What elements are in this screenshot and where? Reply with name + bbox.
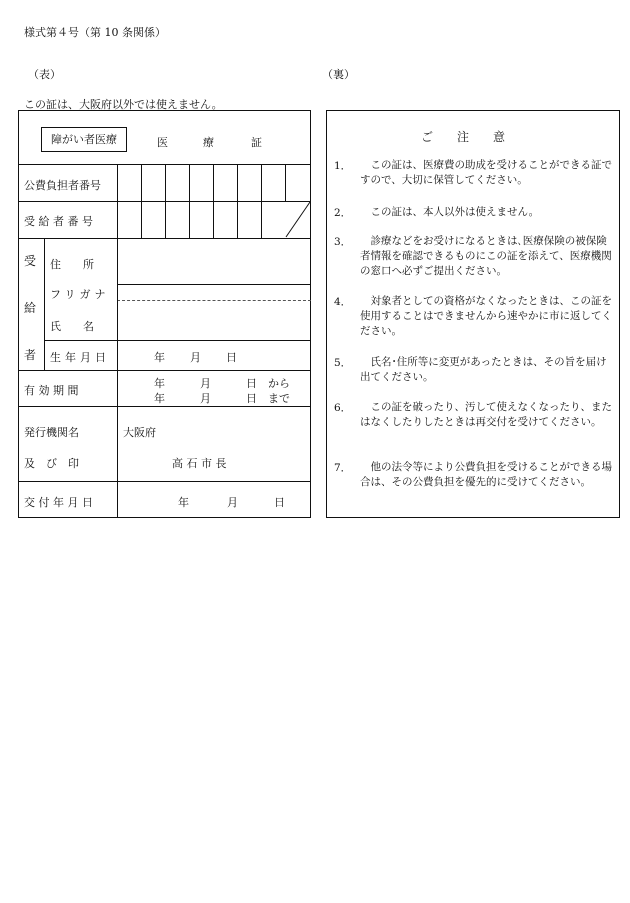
badge: 障がい者医療 <box>41 127 127 152</box>
note-number: 2． <box>334 207 352 219</box>
issuer-label: 発行機関名 <box>24 426 79 439</box>
validity-from-month: 月 <box>200 377 211 390</box>
front-label: （表） <box>28 68 61 81</box>
note-number: 3． <box>334 236 352 248</box>
validity-label: 有 効 期 間 <box>24 384 79 397</box>
validity-to-day: 日 <box>246 392 257 405</box>
seal-label: 及 び 印 <box>24 457 79 470</box>
birthdate-label: 生年月日 <box>50 351 110 364</box>
title-char-1: 医 <box>157 136 168 149</box>
note-number: 4． <box>334 296 352 308</box>
validity-from-year: 年 <box>154 377 165 390</box>
note-text: 氏名･住所等に変更があったときは、その旨を届け出てください。 <box>360 356 607 383</box>
validity-from-suffix: から <box>268 377 290 390</box>
issue-date-year-unit: 年 <box>178 496 189 509</box>
back-label: （裏） <box>322 68 355 81</box>
title-char-2: 療 <box>203 136 214 149</box>
birthdate-month-unit: 月 <box>190 351 201 364</box>
note-number: 6． <box>334 402 352 414</box>
validity-to-month: 月 <box>200 392 211 405</box>
notice-title: ご 注 意 <box>421 130 506 144</box>
issue-date-month-unit: 月 <box>227 496 238 509</box>
recipient-number-label: 受 給 者 番 号 <box>24 215 93 228</box>
address-label: 住 所 <box>50 258 94 271</box>
issue-date-label: 交 付 年 月 日 <box>24 496 93 509</box>
issuer-prefecture: 大阪府 <box>123 426 156 439</box>
validity-from-day: 日 <box>246 377 257 390</box>
birthdate-day-unit: 日 <box>226 351 237 364</box>
issue-date-day-unit: 日 <box>274 496 285 509</box>
note-number: 7． <box>334 462 352 474</box>
note-text: この証は、医療費の助成を受けることができる証ですので、大切に保管してください。 <box>360 159 612 186</box>
recipient-vertical-3: 者 <box>24 348 37 362</box>
note-text: 対象者としての資格がなくなったときは、この証を使用することはできませんから速やかに市に返してください。 <box>360 295 612 337</box>
issuer-mayor: 高 石 市 長 <box>172 457 227 470</box>
birthdate-year-unit: 年 <box>154 351 165 364</box>
form-number: 様式第４号（第 10 条関係） <box>24 26 166 39</box>
recipient-vertical-2: 給 <box>24 301 37 315</box>
note-text: この証を破ったり、汚して使えなくなったり、またはなくしたりしたときは再交付を受けてください。 <box>360 401 612 428</box>
burden-number-label: 公費負担者番号 <box>24 179 101 192</box>
note-text: 診療などをお受けになるときは､医療保険の被保険者情報を確認できるものにこの証を添えて、医療機関の窓口へ必ずご提出ください。 <box>360 235 612 277</box>
name-label: 氏 名 <box>50 320 94 333</box>
validity-to-year: 年 <box>154 392 165 405</box>
note-number: 5． <box>334 357 352 369</box>
title-char-3: 証 <box>251 136 262 149</box>
recipient-vertical-1: 受 <box>24 254 37 268</box>
note-number: 1． <box>334 160 352 172</box>
validity-to-suffix: まで <box>268 392 290 405</box>
digit-box-slash <box>285 201 311 238</box>
note-text: 他の法令等により公費負担を受けることができる場合は、その公費負担を優先的に受けてください。 <box>360 461 612 488</box>
restriction-notice: この証は、大阪府以外では使えません。 <box>24 98 223 111</box>
furigana-label: フリガナ <box>50 288 110 301</box>
note-text: この証は、本人以外は使えません。 <box>360 206 540 218</box>
